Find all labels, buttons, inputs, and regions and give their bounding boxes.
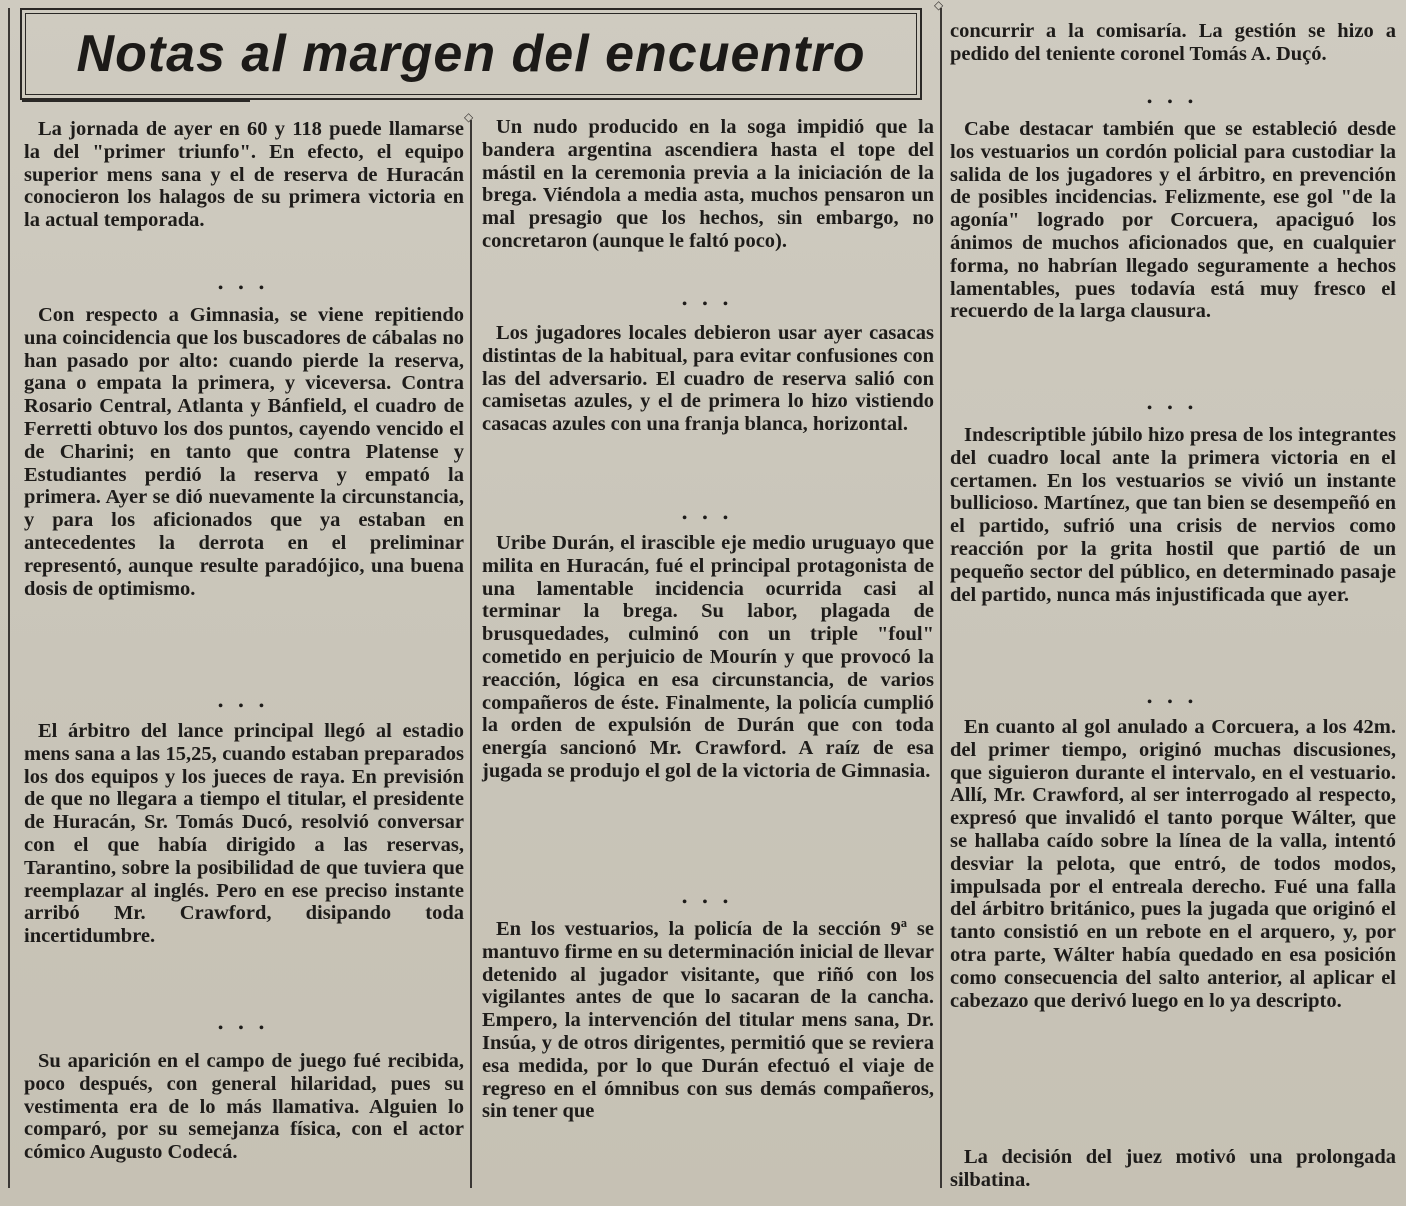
left-border-rule [8, 8, 10, 1188]
separator: • • • [682, 511, 734, 526]
separator: • • • [1147, 95, 1199, 110]
paragraph: La jornada de ayer en 60 y 118 puede llamarse la del "primer triunfo". En efecto, el equipo superior mens sana y el de reserva de Huracán conocieron los halagos de su primera victoria en la actual temporada. [24, 118, 464, 232]
separator: • • • [218, 699, 270, 714]
separator: • • • [1147, 401, 1199, 416]
paragraph: Con respecto a Gimnasia, se viene repitiendo una coincidencia que los buscadores de cábalas no han pasado por alto: cuando pierde la reserva, gana o empata la primera, y viceversa. Contra Rosario Central, Atlanta y Bánfield, el cuadro de Ferretti obtuvo los dos puntos, cayendo vencido el de Charini; en tanto que contra Platense y Estudiantes perdió la reserva y empató la primera. Ayer se dió nuevamente la circunstancia, y para los aficionados que ya estaban en antecedentes la derrota en el preliminar representó, aunque resulte paradójico, una buena dosis de optimismo. [24, 304, 464, 600]
headline: Notas al margen del encuentro [76, 25, 866, 83]
paragraph: Su aparición en el campo de juego fué recibida, poco después, con general hilaridad, pues su vestimenta era de lo más llamativa. Alguien lo comparó, por su semejanza física, con el actor cómico Augusto Codecá. [24, 1050, 464, 1164]
headline-underline [22, 100, 250, 102]
separator: • • • [682, 297, 734, 312]
paragraph: Un nudo producido en la soga impidió que la bandera argentina ascendiera hasta el tope del mástil en la ceremonia previa a la iniciación de la brega. Viéndola a media asta, muchos pensaron un mal presagio que los hechos, sin embargo, no concretaron (aunque le faltó poco). [482, 116, 934, 252]
separator: • • • [1147, 695, 1199, 710]
paragraph: Cabe destacar también que se estableció desde los vestuarios un cordón policial para custodiar la salida de los jugadores y el árbitro, en prevención de posibles incidencias. Felizmente, ese gol "de la agonía" logrado por Corcuera, apaciguó los ánimos de muchos aficionados que, en cualquier forma, no habrían llegado seguramente a hechos lamentables, pues todavía está muy fresco el recuerdo de la larga clausura. [950, 118, 1396, 323]
paragraph: concurrir a la comisaría. La gestión se hizo a pedido del teniente coronel Tomás A. Duçó. [950, 20, 1396, 65]
separator: • • • [218, 281, 270, 296]
column-rule-2 [940, 8, 942, 1188]
paragraph: Uribe Durán, el irascible eje medio uruguayo que milita en Huracán, fué el principal protagonista de una lamentable incidencia ocurrida casi al terminar la brega. Su labor, plagada de brusquedades, culminó con un triple "foul" cometido en perjuicio de Mourín y que provocó la reacción, lógica en esa circunstancia, de varios compañeros de éste. Finalmente, la policía cumplió la orden de expulsión de Durán que con toda energía sancionó Mr. Crawford. A raíz de esa jugada se produjo el gol de la victoria de Gimnasia. [482, 532, 934, 782]
paragraph: El árbitro del lance principal llegó al estadio mens sana a las 15,25, cuando estaban preparados los dos equipos y los jueces de raya. En previsión de que no llegara a tiempo el titular, el presidente de Huracán, Sr. Tomás Ducó, resolvió conversar con el que había dirigido a las reservas, Tarantino, sobre la posibilidad de que tuviera que reemplazar al inglés. Pero en ese preciso instante arribó Mr. Crawford, disipando toda incertidumbre. [24, 720, 464, 948]
paragraph: En cuanto al gol anulado a Corcuera, a los 42m. del primer tiempo, originó muchas discusiones, que siguieron durante el intervalo, en el vestuario. Allí, Mr. Crawford, al ser interrogado al respecto, expresó que invalidó el tanto porque Wálter, que se hallaba caído sobre la línea de la valla, intentó desviar la pelota, que entró, de todos modos, impulsada por el entreala derecho. Fué una falla del árbitro británico, pues la jugada que originó el tanto consistió en un rebote en el arquero, y, por otra parte, Wálter había quedado en esa posición como consecuencia del salto anterior, al aplicar el cabezazo que derivó luego en lo ya descripto. [950, 716, 1396, 1012]
paragraph: Los jugadores locales debieron usar ayer casacas distintas de la habitual, para evitar confusiones con las del adversario. El cuadro de reserva salió con camisetas azules, y el de primera lo hizo vistiendo casacas azules con una franja blanca, horizontal. [482, 322, 934, 436]
separator: • • • [218, 1021, 270, 1036]
column-rule-1 [470, 120, 472, 1188]
headline-box [20, 8, 922, 100]
paragraph: En los vestuarios, la policía de la sección 9ª se mantuvo firme en su determinación inicial de llevar detenido al jugador visitante, que riñó con los vigilantes antes de que lo sacaran de la cancha. Empero, la intervención del titular mens sana, Dr. Insúa, y de otros dirigentes, permitió que se reviera esa medida, por lo que Durán efectuó el viaje de regreso en el ómnibus con sus demás compañeros, sin tener que [482, 918, 934, 1123]
paragraph: Indescriptible júbilo hizo presa de los integrantes del cuadro local ante la primera victoria en el certamen. En los vestuarios se vivió un instante bullicioso. Martínez, que tan bien se desempeñó en el partido, sufrió una crisis de nervios como reacción por la grita hostil que partió de un pequeño sector del público, en determinado pasaje del partido, nunca más injustificada que ayer. [950, 424, 1396, 606]
separator: • • • [682, 895, 734, 910]
paragraph: La decisión del juez motivó una prolongada silbatina. [950, 1146, 1396, 1191]
